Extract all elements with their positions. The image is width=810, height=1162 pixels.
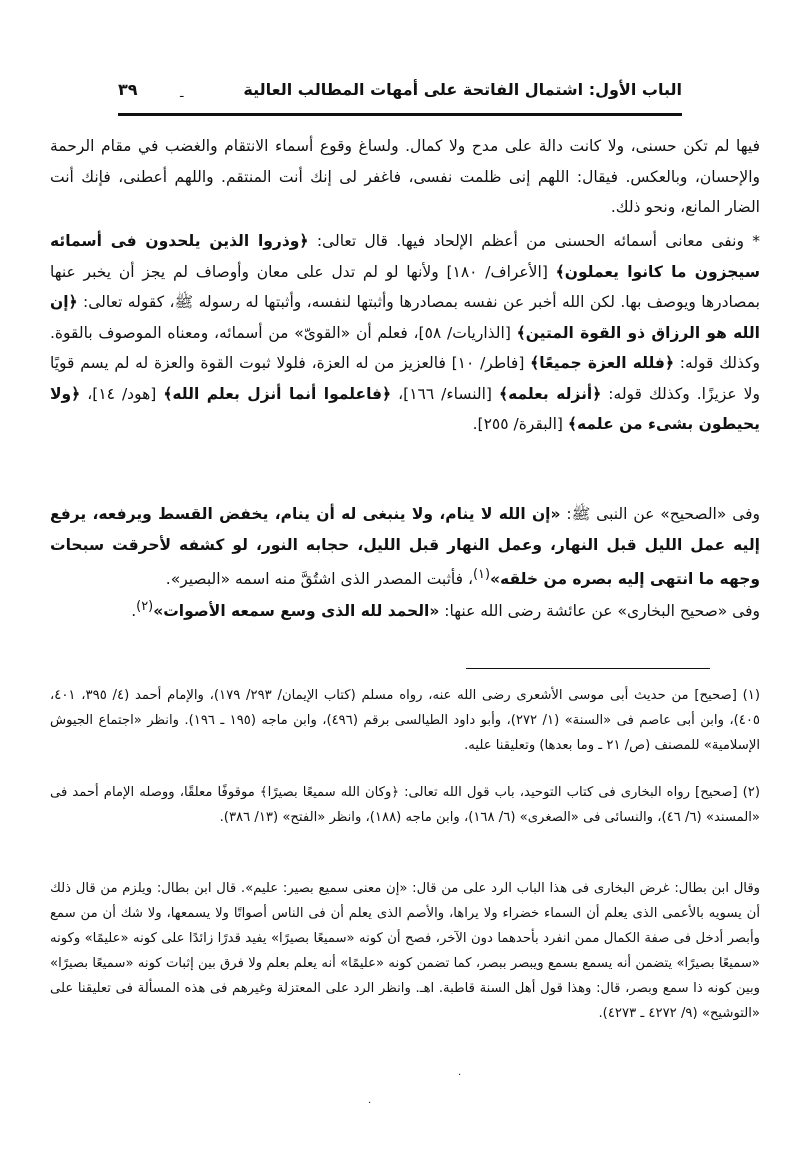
quran-quote: ﴿وذروا الذين يلحدون فى أسمائه سيجزون ما كانوا يعملون﴾ <box>50 232 760 281</box>
quran-quote: ﴿إن الله هو الرزاق ذو القوة المتين﴾ <box>50 293 760 342</box>
text-run: [الأعراف/ ١٨٠] ولأنها لو لم تدل على معان وأوصاف لم يجز أن يخبر عنها بمصادرها ويوصف بها. لكن الله أخبر عن نفسه بمصادرها وأثبتها لنفسه، وأثبتها له رسوله ﷺ، كقوله تعالى: <box>50 262 760 311</box>
text-run: وفى «صحيح البخارى» عن عائشة رضى الله عنها: <box>439 602 760 621</box>
footnote-3 <box>50 876 760 1026</box>
paragraph-4 <box>50 592 760 637</box>
footnote-separator <box>466 668 710 669</box>
paragraph-2-text <box>50 226 760 440</box>
footnote-1-text: (١) [صحيح] من حديث أبى موسى الأشعرى رضى الله عنه، رواه مسلم (كتاب الإيمان/ ٢٩٣/ ١٧٩)، والإمام أحمد (٤/ ٣٩٥، ٤٠١، ٤٠٥)، وابن أبى عاصم فى «السنة» (١/ ٢٧٢)، وأبو داود الطيالسى برقم (٤٩٦)، وابن ماجه (١٩٥ ـ ١٩٦). وانظر «اجتماع الجيوش الإسلامية» للمصنف (ص/ ٢١ ـ وما بعدها) وتعليقنا عليه. <box>50 688 760 753</box>
quran-quote: ﴿فلله العزة جميعًا﴾ <box>530 354 675 372</box>
paragraph-3 <box>50 499 760 605</box>
header-mark: ـ <box>180 86 184 100</box>
footnote-ref-2[interactable]: (٢) <box>136 599 154 614</box>
paragraph-1-text: فيها لم تكن حسنى، ولا كانت دالة على مدح ولا كمال. ولساغ وقوع أسماء الانتقام والغضب في مقام الرحمة والإحسان، وبالعكس. فيقال: اللهم إنى ظلمت نفسى، فاغفر لى إنك أنت المنتقم. واللهم أعطنى، فإنك أنت الضار المانع، ونحو ذلك. <box>50 137 760 216</box>
quran-quote: ﴿ولا يحيطون بشىء من علمه﴾ <box>50 384 760 433</box>
footnote-2-text: (٢) [صحيح] رواه البخارى فى كتاب التوحيد، باب قول الله تعالى: ﴿وكان الله سميعًا بصيرًا﴾ موقوفًا معلقًا، ووصله الإمام أحمد فى «المسند» (٦/ ٤٦)، والنسائى فى «الصغرى» (٦/ ١٦٨)، وابن ماجه (١٨٨)، وانظر «الفتح» (١٣/ ٣٨٦). <box>50 785 760 825</box>
text-run: [البقرة/ ٢٥٥]. <box>472 415 568 433</box>
footnote-2 <box>50 780 760 830</box>
header-rule <box>118 113 682 116</box>
paragraph-2 <box>50 226 760 450</box>
text-run: وفى «الصحيح» عن النبى ﷺ: <box>560 505 761 523</box>
quran-quote: ﴿فاعلموا أنما أنزل بعلم الله﴾ <box>163 384 392 403</box>
text-run: . <box>131 602 137 621</box>
text-run: ، فأثبت المصدر الذى اشتُقَّ منه اسمه «البصير». <box>165 570 473 589</box>
running-header <box>118 80 682 114</box>
chapter-title: الباب الأول: اشتمال الفاتحة على أمهات المطالب العالية <box>243 80 682 99</box>
paragraph-1 <box>50 131 760 233</box>
text-run: * ونفى معانى أسمائه الحسنى من أعظم الإلحاد فيها. قال تعالى: <box>308 232 760 250</box>
scan-speck: · <box>458 1070 462 1081</box>
footnote-ref-1[interactable]: (١) <box>473 567 491 582</box>
quran-quote: ﴿أنزله بعلمه﴾ <box>498 384 602 403</box>
hadith-quote: «الحمد لله الذى وسع سمعه الأصوات» <box>153 602 440 621</box>
paragraph-4-text <box>50 592 760 627</box>
footnote-3-text: وقال ابن بطال: غرض البخارى فى هذا الباب الرد على من قال: «إن معنى سميع بصير: عليم». قال ابن بطال: ويلزم من قال ذلك أن يسويه بالأعمى الذى يعلم أن السماء خضراء ولا يراها، والأصم الذى يعلم أن فى الناس أصواتًا ولا يسمعها، ولا شك أن من سمع وأبصر أدخل فى صفة الكمال ممن انفرد بأحدهما دون الآخر، فصح أن كونه «سميعًا بصيرًا» يفيد قدرًا زائدًا على كونه «عليمًا» وكونه «سميعًا بصيرًا» يتضمن أنه يسمع بسمع ويبصر ببصر، كما تضمن كونه «عليمًا» أنه يعلم بعلم ولا فرق بين إثبات كونه «سميعًا بصيرًا» وبين كونه ذا سمع وبصر، قال: وهذا قول أهل السنة قاطبة. اهـ. وانظر الرد على المعتزلة وغيرهم فى هذه المسألة فى تعليقنا على «التوشيح» (٩/ ٤٢٧٢ ـ ٤٢٧٣). <box>50 881 760 1021</box>
text-run: [النساء/ ١٦٦]، <box>391 384 499 403</box>
hadith-quote: «إن الله لا ينام، ولا ينبغى له أن ينام، يخفض القسط ويرفعه، يرفع إليه عمل الليل قبل النهار، وعمل النهار قبل الليل، حجابه النور، لو كشفه لأحرقت سبحات وجهه ما انتهى إليه بصره من خلقه» <box>50 505 760 589</box>
text-run: [فاطر/ ١٠] فالعزيز من له العزة، فلولا ثبوت القوة والعزة له لم يسم قويًا ولا عزيزًا. وكذلك قوله: <box>50 354 760 403</box>
page-number: ٣٩ <box>118 80 138 99</box>
paragraph-3-text <box>50 499 760 595</box>
text-run: [هود/ ١٤]، <box>80 384 164 403</box>
text-run: [الذاريات/ ٥٨]، فعلم أن «القوىّ» من أسمائه، ومعناه الموصوف بالقوة. وكذلك قوله: <box>50 323 760 372</box>
footnote-1 <box>50 683 760 758</box>
scan-speck: · <box>368 1098 372 1109</box>
